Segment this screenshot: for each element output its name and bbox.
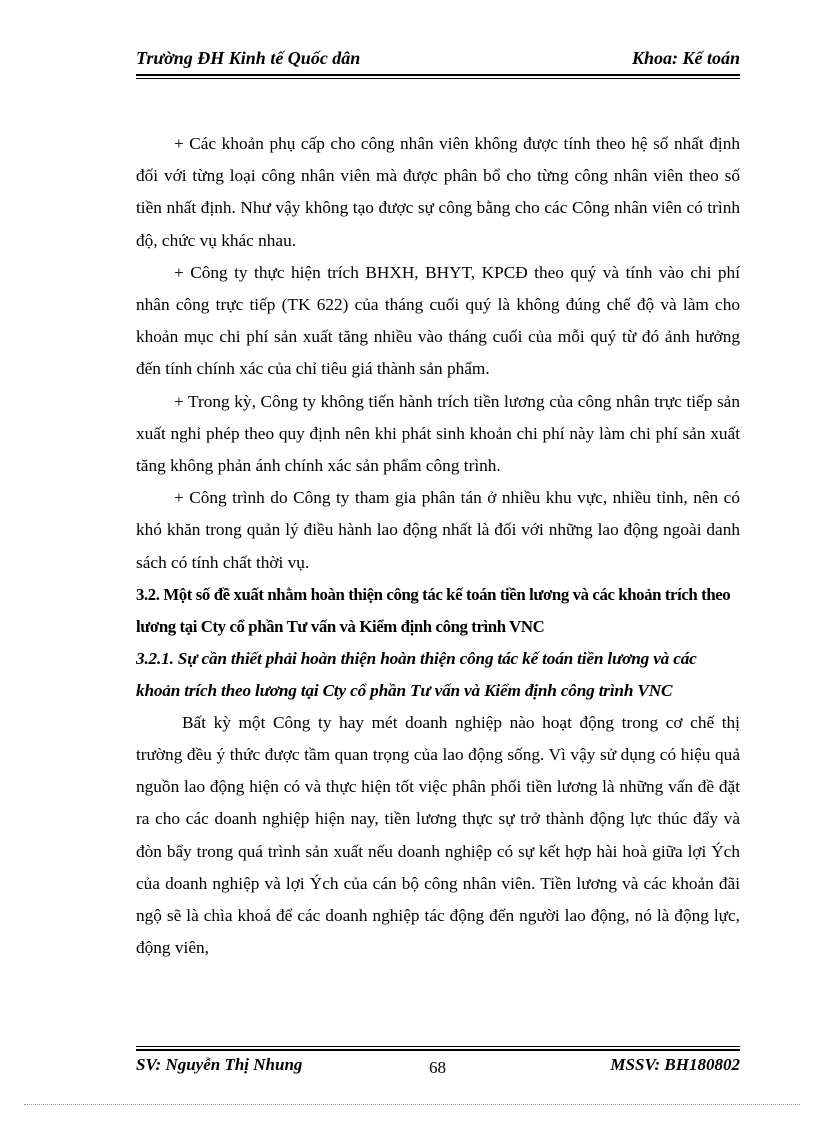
footer-student-id: MSSV: BH180802 [610, 1055, 740, 1074]
paragraph-dispersed-projects: + Công trình do Công ty tham gia phân tán ở nhiều khu vực, nhiều tỉnh, nên có khó khăn trong quản lý điều hành lao động nhất là đối với những lao động ngoài danh sách có tính chất thời vụ. [136, 488, 740, 572]
paragraph-necessity: Bất kỳ một Công ty hay mét doanh nghiệp nào hoạt động trong cơ chế thị trường đều ý thức được tầm quan trọng của lao động sống. Vì vậy sử dụng có hiệu quả nguồn lao động hiện có và thực hiện tốt việc phân phối tiền lương là những vấn đề đặt ra cho các doanh nghiệp hiện nay, tiền lương thực sự trở thành động lực thúc đẩy và đòn bẩy trong quá trình sản xuất nếu doanh nghiệp có sự kết hợp hài hoà giữa lợi Ých của doanh nghiệp và lợi Ých của cán bộ công nhân viên. Tiền lương và các khoản đãi ngộ sẽ là chìa khoá để các doanh nghiệp tác động đến người lao động, nó là động lực, động viên, [136, 712, 740, 958]
page-bottom-dotted-line [24, 1104, 800, 1105]
page-header [136, 46, 740, 70]
page-number: 68 [429, 1058, 446, 1077]
paragraph-allowances: + Các khoản phụ cấp cho công nhân viên không được tính theo hệ số nhất định đối với từng loại công nhân viên mà được phân bổ cho từng công nhân viên theo số tiền nhất định. Như vậy không tạo được sự công bằng cho các Công nhân viên có trình độ, chức vụ khác nhau. [136, 134, 740, 250]
page-body [136, 128, 740, 964]
header-rule-thin [136, 78, 740, 79]
paragraph-leave-wages: + Trong kỳ, Công ty không tiến hành trích tiền lương của công nhân trực tiếp sản xuất nghỉ phép theo quy định nên khi phát sinh khoản chi phí này làm chi phí sản xuất tăng không phản ánh chính xác sản phẩm công trình. [136, 391, 740, 476]
header-faculty: Khoa: Kế toán [631, 48, 740, 68]
header-school: Trường ĐH Kinh tế Quốc dân [136, 48, 361, 68]
subsection-heading: 3.2.1. Sự cần thiết phải hoàn thiện hoàn thiện công tác kế toán tiền lương và các khoản trích theo lương tại Cty cổ phần Tư vấn và Kiểm định công trình VNC [136, 648, 697, 700]
header-rule-thick [136, 74, 740, 76]
footer-student-name: SV: Nguyễn Thị Nhung [136, 1055, 303, 1074]
page-footer [136, 1054, 740, 1078]
section-heading: 3.2. Một số đề xuất nhằm hoàn thiện công tác kế toán tiền lương và các khoản trích theo lương tại Cty cổ phần Tư vấn và Kiểm định công trình VNC [136, 584, 731, 636]
footer-rule-thin [136, 1046, 740, 1047]
footer-rule-thick [136, 1049, 740, 1051]
paragraph-insurance: + Công ty thực hiện trích BHXH, BHYT, KPCĐ theo quý và tính vào chi phí nhân công trực tiếp (TK 622) của tháng cuối quý là không đúng chế độ và làm cho khoản mục chi phí sản xuất tăng nhiều vào tháng cuối của mỗi quý từ đó ảnh hưởng đến tính chính xác của chỉ tiêu giá thành sản phẩm. [136, 262, 740, 379]
